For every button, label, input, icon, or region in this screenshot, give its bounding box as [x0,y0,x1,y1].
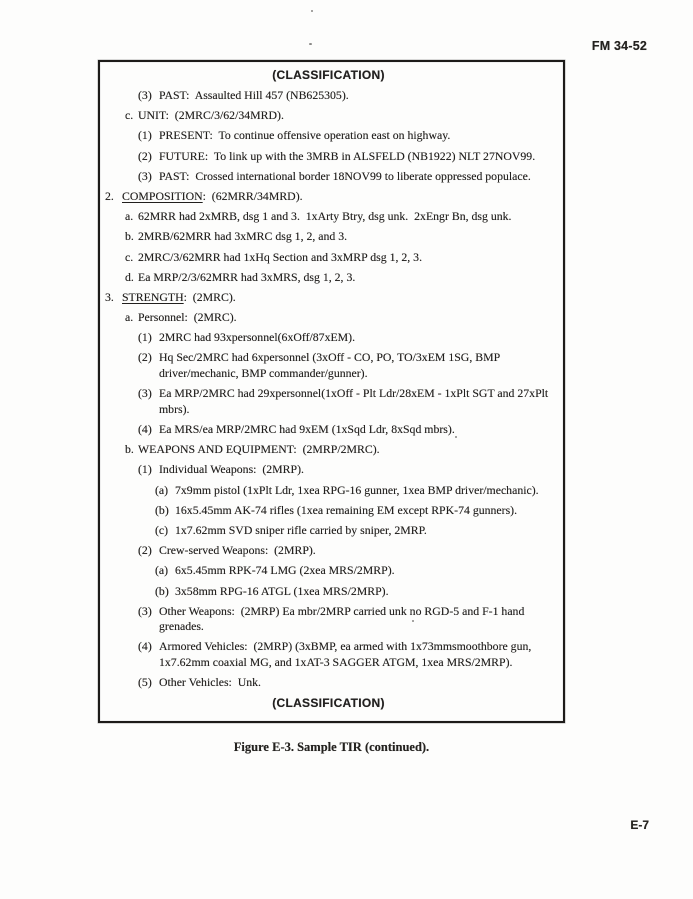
line-marker: 2. [105,188,114,203]
line-text: : (2MRC). [183,289,236,304]
line-text: : (62MRR/34MRD). [202,188,303,203]
outline-line [100,169,557,185]
line-marker: b. [125,229,134,244]
line-marker: 3. [105,289,114,304]
outline-line [100,462,557,478]
outline-line [100,386,557,417]
line-text: WEAPONS AND EQUIPMENT: (2MRP/2MRC). [138,442,380,457]
line-marker: (a) [155,563,169,578]
outline-line [100,189,557,205]
line-text: 2MRC had 93xpersonnel(6xOff/87xEM). [159,330,356,345]
line-text: 62MRR had 2xMRB, dsg 1 and 3. 1xArty Btry, dsg unk. 2xEngr Bn, dsg unk. [138,209,512,224]
outline-line [100,503,557,519]
line-marker: c. [125,108,134,123]
outline-line [100,270,557,286]
line-marker: (3) [138,386,152,401]
line-marker: d. [125,269,134,284]
line-text: PAST: Crossed international border 18NOV99 to liberate oppressed populace. [159,168,531,183]
outline-line [100,128,557,144]
line-marker: (1) [138,330,152,345]
outline-line [100,584,557,600]
line-text: 16x5.45mm AK-74 rifles (1xea remaining EM except RPK-74 gunners). [175,502,518,517]
line-text: Crew-served Weapons: (2MRP). [159,543,316,558]
line-marker: (a) [155,482,169,497]
line-text: Ea MRP/2/3/62MRR had 3xMRS, dsg 1, 2, 3. [138,269,356,284]
outline-line [100,330,557,346]
outline-line [100,310,557,326]
outline-line [100,422,557,438]
line-text: 2MRB/62MRR had 3xMRC dsg 1, 2, and 3. [138,229,348,244]
line-marker: a. [125,209,134,224]
line-marker: a. [125,310,134,325]
line-marker: (1) [138,462,152,477]
line-marker: (3) [138,603,152,618]
outline-line [100,523,557,539]
outline-line [100,229,557,245]
line-text: PAST: Assaulted Hill 457 (NB625305). [159,88,349,102]
outline-line [100,290,557,306]
line-wrap-text: driver/mechanic, BMP commander/gunner). [159,366,368,381]
line-text: Personnel: (2MRC). [138,310,237,325]
manual-number: FM 34-52 [591,39,647,53]
scan-speck [412,620,414,622]
outline-line [100,543,557,559]
page-number: E-7 [630,818,649,832]
outline-line [100,604,557,635]
outline-line [100,209,557,225]
line-marker: (3) [138,168,152,183]
outline-line [100,639,557,670]
line-text: PRESENT: To continue offensive operation east on highway. [159,128,451,143]
line-marker: (2) [138,350,152,365]
scan-speck [311,10,313,12]
line-text: Other Weapons: (2MRP) Ea mbr/2MRP carried unk no RGD-5 and F-1 hand [159,603,525,618]
line-text: Individual Weapons: (2MRP). [159,462,304,477]
line-marker: (4) [138,639,152,654]
line-text: 7x9mm pistol (1xPlt Ldr, 1xea RPG-16 gunner, 1xea BMP driver/mechanic). [175,482,539,497]
classification-top: (CLASSIFICATION) [272,68,385,82]
outline-line [100,350,557,381]
outline-line [100,149,557,165]
outline-lines [100,88,557,691]
line-text: Armored Vehicles: (2MRP) (3xBMP, ea armed with 1x73mmsmoothbore gun, [159,639,532,654]
outline-line [100,675,557,691]
classification-bottom: (CLASSIFICATION) [272,696,385,711]
line-marker: (c) [155,522,169,537]
line-marker: (b) [155,502,169,517]
line-marker: (2) [138,543,152,558]
line-marker: (4) [138,422,152,436]
line-text: Ea MRS/ea MRP/2MRC had 9xEM (1xSqd Ldr, 8xSqd mbrs). [159,422,455,436]
figure-caption: Figure E-3. Sample TIR (continued). [233,740,430,754]
line-text: Hq Sec/2MRC had 6xpersonnel (3xOff - CO, PO, TO/3xEM 1SG, BMP [159,350,501,365]
underlined-term: COMPOSITION [122,188,203,203]
line-text: FUTURE: To link up with the 3MRB in ALSFELD (NB1922) NLT 27NOV99. [159,148,536,163]
line-marker: (2) [138,148,152,163]
outline-line [100,88,557,104]
line-marker: c. [125,249,134,264]
outline-line [100,250,557,266]
scan-speck [309,43,312,45]
outline-line [100,108,557,124]
line-marker: (b) [155,583,169,598]
line-wrap-text: grenades. [159,619,204,634]
line-marker: (1) [138,128,152,143]
outline-line [100,483,557,499]
line-text: 6x5.45mm RPK-74 LMG (2xea MRS/2MRP). [175,563,395,578]
line-marker: (3) [138,88,152,102]
outline-line [100,563,557,579]
line-text: 1x7.62mm SVD sniper rifle carried by sniper, 2MRP. [175,522,427,537]
line-wrap-text: 1x7.62mm coaxial MG, and 1xAT-3 SAGGER ATGM, 1xea MRS/2MRP). [159,655,513,670]
line-text: 3x58mm RPG-16 ATGL (1xea MRS/2MRP). [175,583,389,598]
outline-line [100,442,557,458]
line-text: 2MRC/3/62MRR had 1xHq Section and 3xMRP dsg 1, 2, 3. [138,249,423,264]
underlined-term: STRENGTH [122,289,184,304]
line-text: UNIT: (2MRC/3/62/34MRD). [138,108,284,123]
line-text: Other Vehicles: Unk. [159,675,262,690]
line-marker: (5) [138,675,152,690]
line-text: Ea MRP/2MRC had 29xpersonnel(1xOff - Plt Ldr/28xEM - 1xPlt SGT and 27xPlt [159,386,549,401]
tir-report-box [98,60,565,723]
scan-speck [455,436,457,438]
line-marker: b. [125,442,134,457]
line-wrap-text: mbrs). [159,401,190,416]
